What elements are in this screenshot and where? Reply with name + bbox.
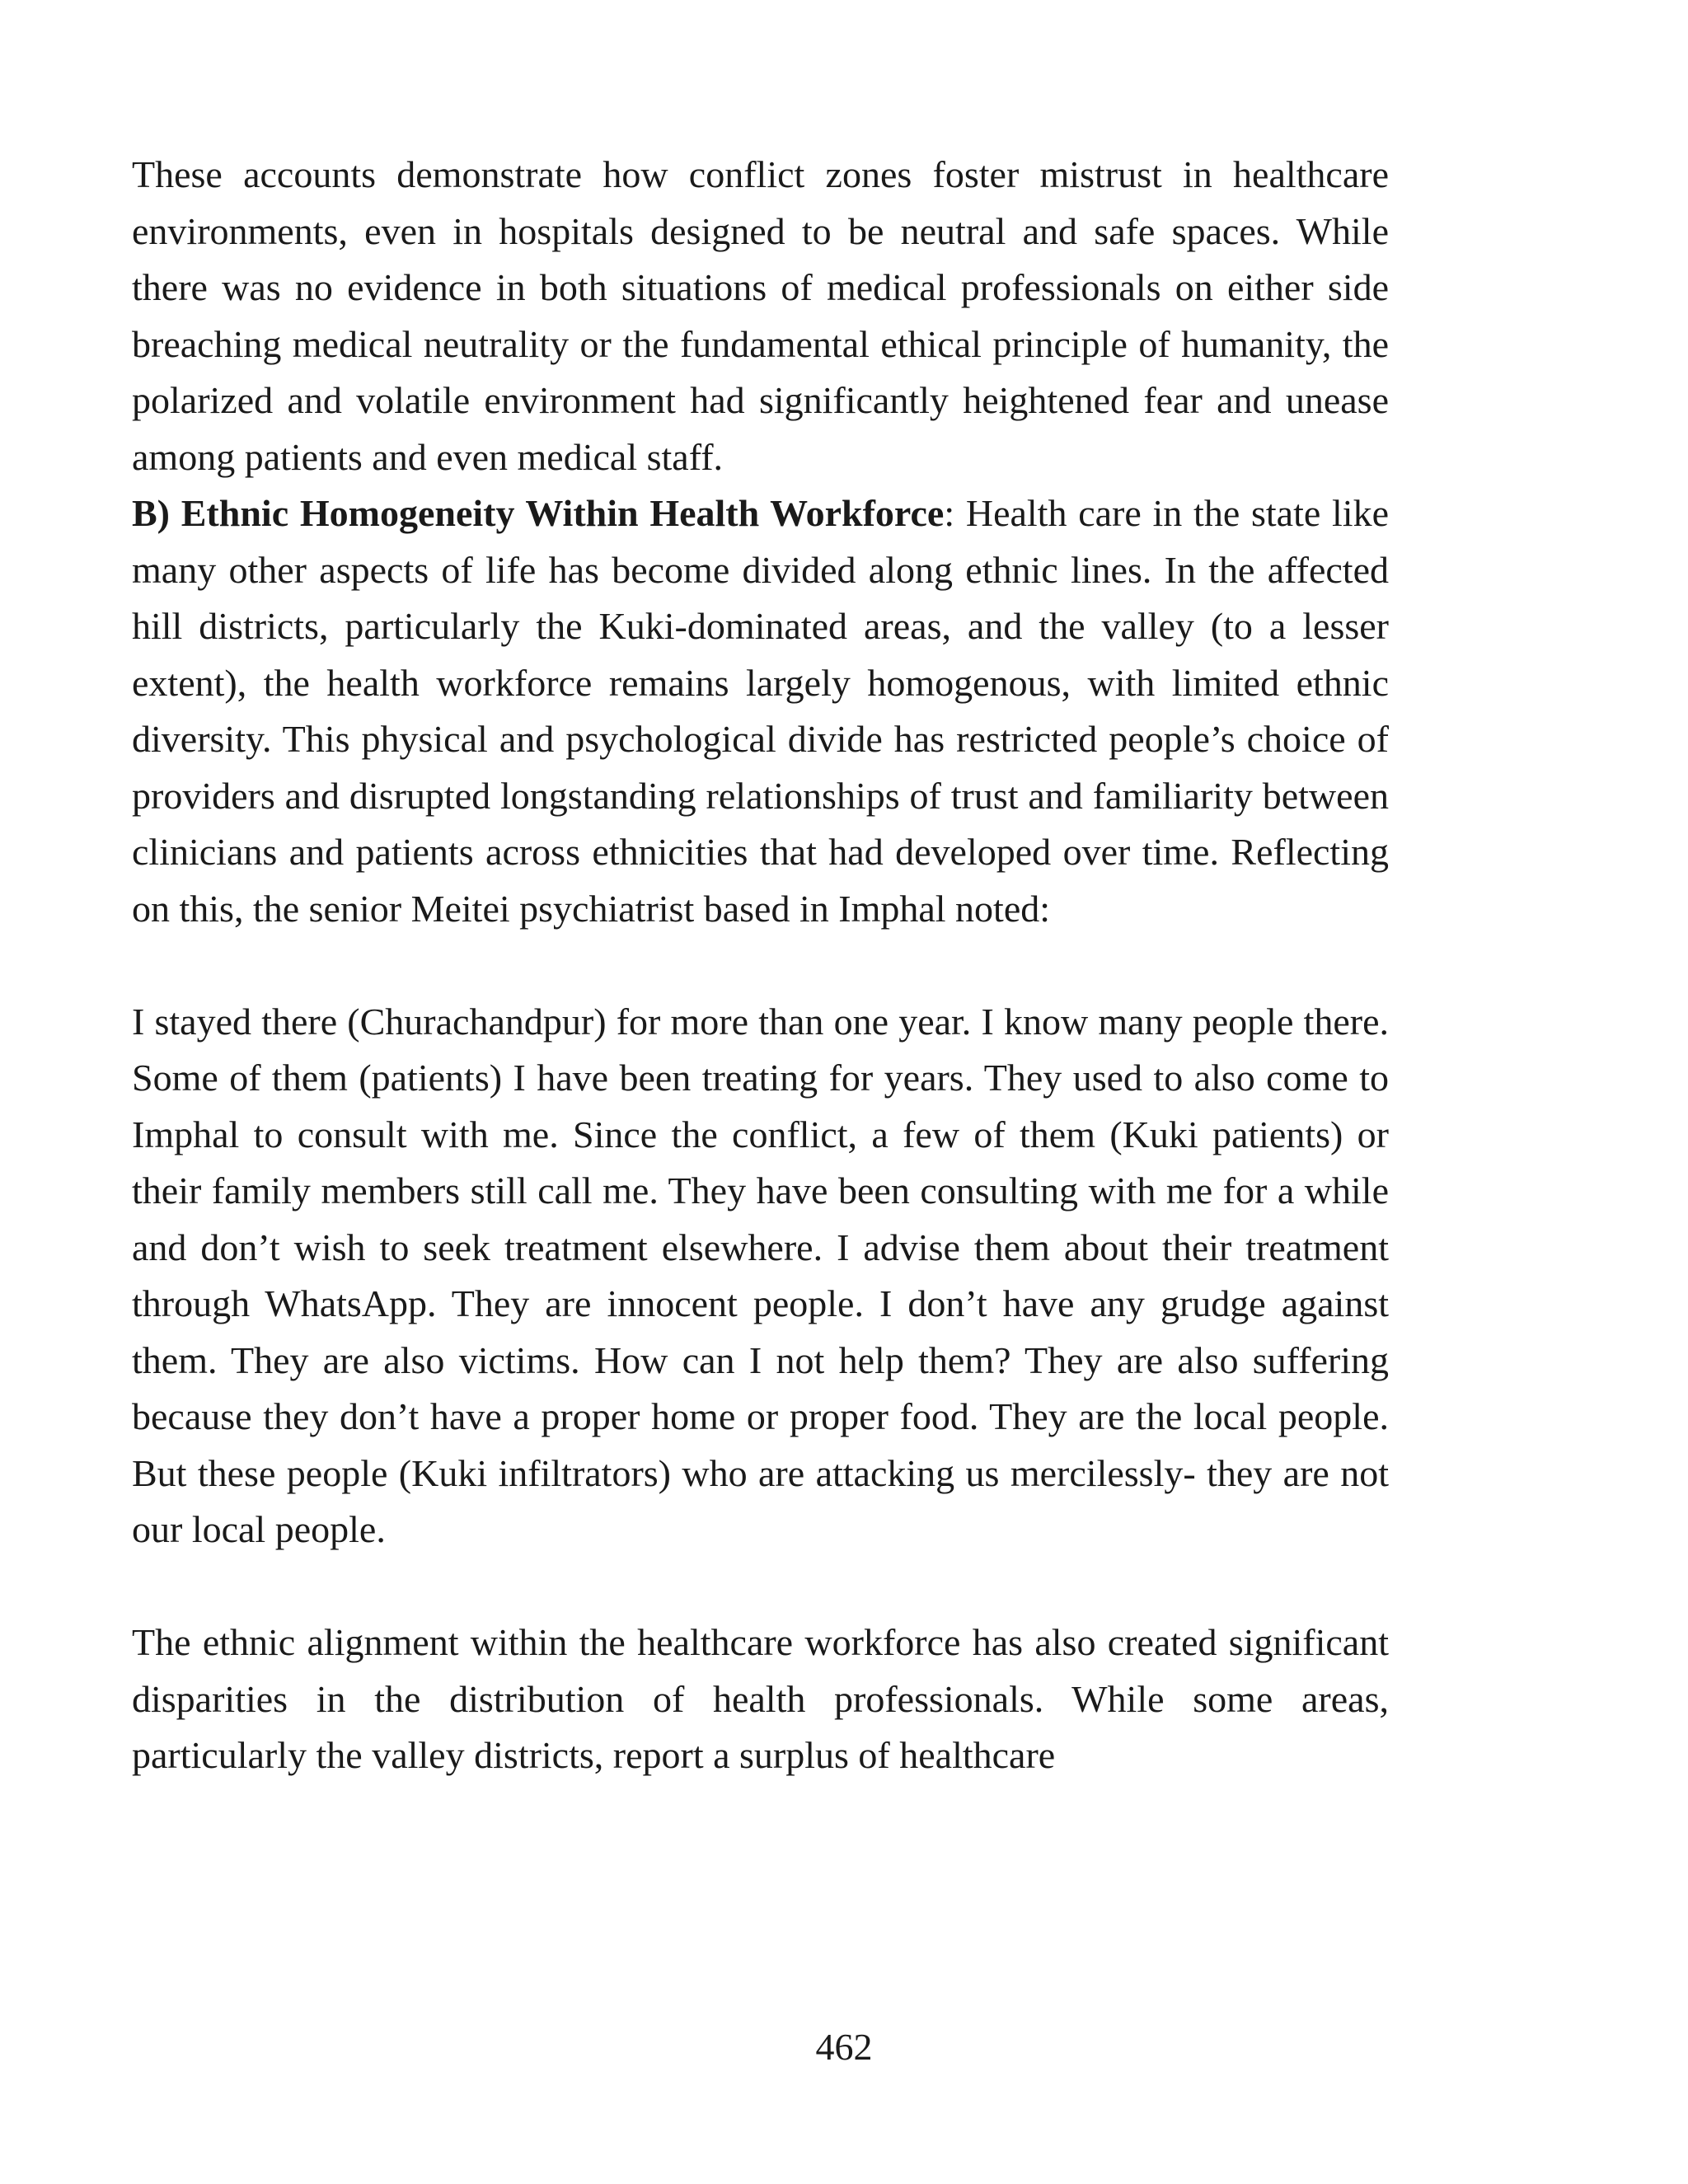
paragraph-gap (132, 1558, 1389, 1615)
page-body (132, 147, 1389, 1784)
paragraph-intro: These accounts demonstrate how conflict zones foster mistrust in healthcare environments, even in hospitals designed to be neutral and safe spaces. While there was no evidence in both situations of medical professionals on either side breaching medical neutrality or the fundamental ethical principle of humanity, the polarized and volatile environment had significantly heightened fear and unease among patients and even medical staff. (132, 153, 1389, 478)
page-number: 462 (815, 2026, 873, 2068)
quote-block: I stayed there (Churachandpur) for more than one year. I know many people there. Some of them (patients) I have been treating for years. They used to also come to Imphal to consult with me. Since the conflict, a few of them (Kuki patients) or their family members still call me. They have been consulting with me for a while and don’t wish to seek treatment elsewhere. I advise them about their treatment through WhatsApp. They are innocent people. I don’t have any grudge against them. They are also victims. How can I not help them? They are also suffering because they don’t have a proper home or proper food. They are the local people. But these people (Kuki infiltrators) who are attacking us mercilessly- they are not our local people. (132, 1000, 1389, 1550)
paragraph-gap (132, 937, 1389, 994)
section-body: : Health care in the state like many other aspects of life has become divided along ethnic lines. In the affected hill districts, particularly the Kuki-dominated areas, and the valley (to a lesser extent), the health workforce remains largely homogenous, with limited ethnic diversity. This physical and psychological divide has restricted people’s choice of providers and disrupted longstanding relationships of trust and familiarity between clinicians and patients across ethnicities that had developed over time. Reflecting on this, the senior Meitei psychiatrist based in Imphal noted: (132, 492, 1390, 930)
paragraph-section-b (132, 485, 1389, 937)
section-heading: B) Ethnic Homogeneity Within Health Workforce (132, 492, 945, 534)
paragraph-distribution: The ethnic alignment within the healthcare workforce has also created significant disparities in the distribution of health professionals. While some areas, particularly the valley districts, report a surplus of healthcare (132, 1621, 1389, 1776)
